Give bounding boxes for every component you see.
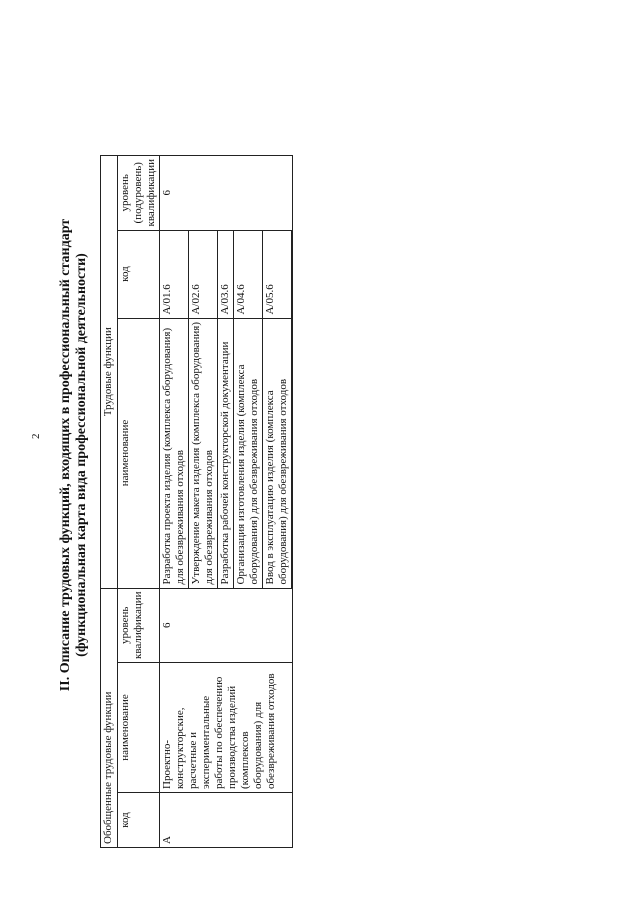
lab-sublevel-cell: 6 xyxy=(160,156,293,230)
rotated-content xyxy=(20,15,320,885)
labor-functions-header: Трудовые функции xyxy=(101,156,118,588)
gen-name-cell: Проектно-конструкторские, расчетные и экспериментальные работы по обеспечению производства изделий (комплексов оборудования) для обезвреживания отходов xyxy=(160,663,293,793)
header-row-groups xyxy=(101,156,118,848)
generalized-functions-header: Обобщенные трудовые функции xyxy=(101,588,118,847)
title-line-1: II. Описание трудовых функций, входящих в профессиональный стандарт xyxy=(58,218,73,692)
page-number: 2 xyxy=(30,433,42,439)
lab-code-cell: A/04.6 xyxy=(234,230,263,318)
header-row-columns xyxy=(118,156,160,848)
gen-level-header: уровень квалификации xyxy=(118,588,160,662)
gen-code-header: код xyxy=(118,793,160,848)
gen-level-cell: 6 xyxy=(160,588,293,662)
lab-code-header: код xyxy=(118,230,160,318)
lab-code-cell: A/02.6 xyxy=(189,230,218,318)
lab-sublevel-header: уровень (подуровень) квалификации xyxy=(118,156,160,230)
lab-name-cell: Ввод в эксплуатацию изделия (комплекса оборудования) для обезвреживания отходов xyxy=(263,318,292,588)
empty-cell xyxy=(292,318,293,588)
gen-code-cell: A xyxy=(160,793,293,848)
table-row xyxy=(160,156,189,848)
lab-code-cell: A/01.6 xyxy=(160,230,189,318)
title-line-2: (функциональная карта вида профессиональной деятельности) xyxy=(74,253,89,657)
lab-name-cell: Разработка проекта изделия (комплекса оборудования) для обезвреживания отходов xyxy=(160,318,189,588)
section-title xyxy=(58,65,90,845)
lab-name-cell: Разработка рабочей конструкторской документации xyxy=(218,318,234,588)
lab-name-cell: Организация изготовления изделия (комплекса оборудования) для обезвреживания отходов xyxy=(234,318,263,588)
lab-code-cell: A/03.6 xyxy=(218,230,234,318)
lab-name-header: наименование xyxy=(118,318,160,588)
lab-code-cell: A/05.6 xyxy=(263,230,292,318)
gen-name-header: наименование xyxy=(118,663,160,793)
empty-cell xyxy=(292,230,293,318)
functional-map-table xyxy=(100,155,293,848)
lab-name-cell: Утверждение макета изделия (комплекса оборудования) для обезвреживания отходов xyxy=(189,318,218,588)
